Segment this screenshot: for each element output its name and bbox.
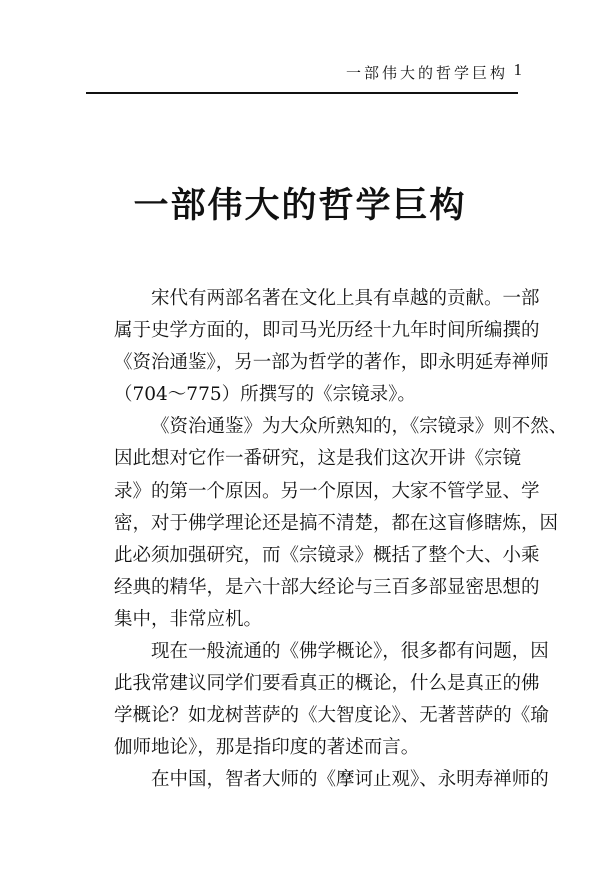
text-line: 学概论？如龙树菩萨的《大智度论》、无著菩萨的《瑜 <box>114 705 549 727</box>
text-line: 宋代有两部名著在文化上具有卓越的贡献。一部 <box>151 288 540 309</box>
text-line: 《资治通鉴》，另一部为哲学的著作，即永明延寿禅师 <box>114 352 549 374</box>
text-line: 此必须加强研究，而《宗镜录》概括了整个大、小乘 <box>114 544 540 566</box>
paragraph <box>114 636 549 764</box>
text-line: 《资治通鉴》为大众所熟知的，《宗镜录》则不然、 <box>151 416 568 438</box>
text-line: 经典的精华，是六十部大经论与三百多部显密思想的 <box>114 576 540 598</box>
paragraph <box>114 764 549 796</box>
body-text <box>114 283 568 797</box>
text-line: 在中国，智者大师的《摩诃止观》、永明寿禅师的 <box>151 769 549 791</box>
paragraph <box>114 411 568 636</box>
text-line: （704～775）所撰写的《宗镜录》。 <box>114 384 416 406</box>
text-line: 现在一般流通的《佛学概论》，很多都有问题，因 <box>151 641 549 663</box>
text-line: 因此想对它作一番研究，这是我们这次开讲《宗镜 <box>114 448 522 470</box>
text-line: 属于史学方面的，即司马光历经十九年时间所编撰的 <box>114 320 540 342</box>
paragraph <box>114 283 549 411</box>
running-header-title: 一部伟大的哲学巨构 <box>345 64 508 82</box>
text-line: 此我常建议同学们要看真正的概论，什么是真正的佛 <box>114 673 540 695</box>
text-line: 伽师地论》，那是指印度的著述而言。 <box>114 737 420 759</box>
page-number: 1 <box>513 60 522 79</box>
text-line: 录》的第一个原因。另一个原因，大家不管学显、学 <box>114 480 540 502</box>
header-rule <box>86 92 518 94</box>
text-line: 密，对于佛学理论还是搞不清楚，都在这盲修瞎炼，因 <box>114 512 559 534</box>
chapter-title: 一部伟大的哲学巨构 <box>133 185 467 226</box>
text-line: 集中，非常应机。 <box>114 608 263 630</box>
